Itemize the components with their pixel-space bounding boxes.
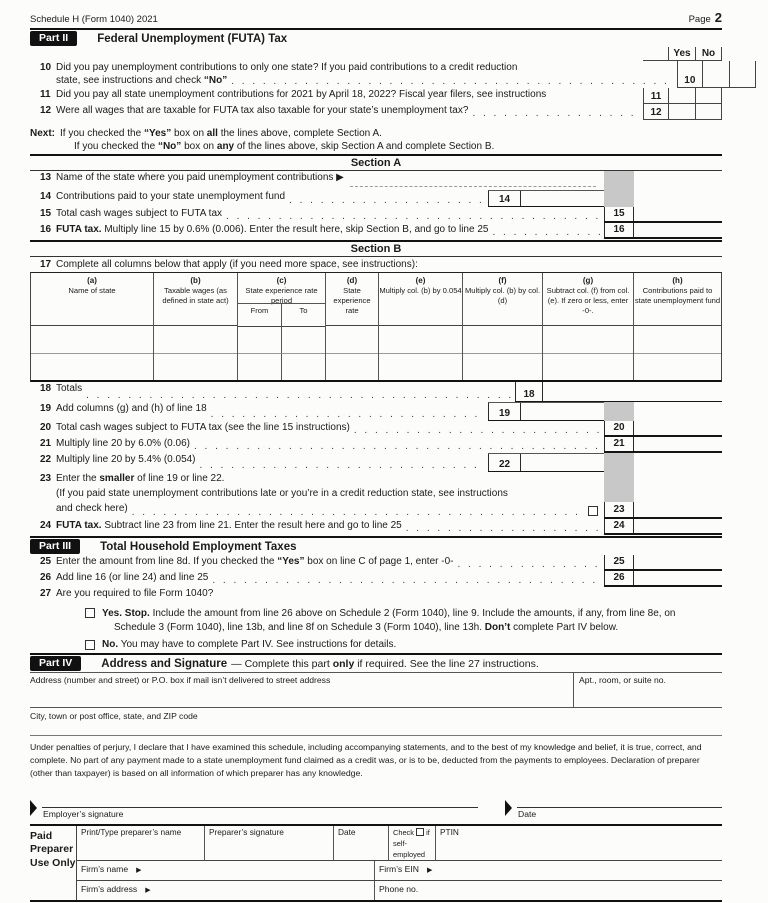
preparer-date-field[interactable] — [333, 826, 388, 860]
table-cell-f2[interactable] — [463, 353, 542, 381]
table-cell-g2[interactable] — [543, 353, 633, 381]
line-27-yes-text: Yes. Stop. Include the amount from line 26 above on Schedule 2 (Form 1040), line 9. Include the amounts, if any, from line 8e, on Schedule 3 (Form 1040), line 13b, and line 8f on Schedule 3 (Form 1040), line 13h. Don’t complete Part IV below. — [102, 608, 676, 634]
line-21-amount-cell[interactable] — [634, 437, 722, 451]
line-27-no-option — [85, 639, 722, 650]
employer-signature-line[interactable] — [42, 792, 478, 808]
section-b-title: Section B — [30, 240, 722, 257]
line-18-text: Totals — [56, 383, 83, 394]
line-16-text: FUTA tax. Multiply line 15 by 0.6% (0.006). Enter the result here, skip Section B, and go to line 25 — [56, 224, 489, 235]
table-cell-f1[interactable] — [463, 325, 542, 353]
col-h-header: (h) Contributions paid to state unemployment fund — [634, 276, 721, 306]
firm-name-label: Firm’s name — [81, 863, 129, 874]
table-cell-cto1[interactable] — [281, 326, 325, 353]
col-d-header: (d) State experience rate — [333, 276, 371, 316]
line-23-text-c: and check here) — [56, 503, 128, 514]
line-25-number: 25 — [40, 556, 52, 567]
line-22-number: 22 — [40, 454, 52, 465]
shaded-cell — [604, 190, 634, 207]
line-27-yes-checkbox[interactable] — [85, 608, 95, 618]
line-21-text: Multiply line 20 by 6.0% (0.06) — [56, 438, 190, 449]
line-27 — [30, 587, 722, 602]
next-line-1: If you checked the “Yes” box on all the lines above, complete Section A. — [60, 128, 382, 139]
dot-leader — [86, 389, 511, 402]
line-12 — [30, 104, 722, 120]
shaded-cell — [604, 453, 634, 472]
shaded-cell — [604, 171, 634, 190]
col-a-header: (a) Name of state — [68, 276, 116, 296]
firm-address-field[interactable] — [77, 881, 374, 900]
line-26-box-number: 26 — [604, 571, 634, 585]
line-10-number: 10 — [40, 62, 52, 73]
part3-tag: Part III — [30, 539, 80, 554]
line-24-text: FUTA tax. Subtract line 23 from line 21. Enter the result here and go to line 25 — [56, 520, 402, 531]
line-24-box-number: 24 — [604, 519, 634, 533]
line-18-box-number: 18 — [515, 382, 543, 401]
check-label: Check — [393, 827, 414, 837]
page-number: 2 — [714, 10, 722, 25]
dot-leader — [406, 522, 600, 535]
line-23c — [30, 502, 722, 519]
line-27-text: Are you required to file Form 1040? — [56, 588, 214, 599]
line-26-amount-cell[interactable] — [634, 571, 722, 585]
line-23b — [30, 487, 722, 502]
col-f-header: (f) Multiply col. (b) by col. (d) — [464, 276, 541, 306]
check-if-label: if — [426, 827, 430, 837]
line-27-number: 27 — [40, 588, 52, 599]
part2-title: Federal Unemployment (FUTA) Tax — [97, 32, 288, 45]
dot-leader — [231, 75, 673, 88]
part4-subtitle: — Complete this part only if required. See the line 27 instructions. — [231, 657, 539, 670]
line-15-text: Total cash wages subject to FUTA tax — [56, 208, 223, 219]
dot-leader — [194, 440, 600, 453]
yes-column-header: Yes — [668, 47, 695, 60]
part3-bar — [30, 536, 722, 555]
line-22 — [30, 453, 722, 472]
date-line[interactable] — [517, 792, 722, 808]
dot-leader — [472, 107, 639, 120]
phone-label: Phone no. — [379, 883, 419, 894]
line-11-number: 11 — [40, 89, 51, 100]
page-label: Page — [688, 14, 711, 25]
line-13 — [30, 171, 722, 190]
arrow-icon: ▶ — [145, 886, 151, 894]
self-employed-checkbox[interactable] — [416, 828, 424, 836]
line-27-yes-option — [85, 607, 722, 635]
line-16-box-number: 16 — [604, 223, 634, 237]
line-25-text: Enter the amount from line 8d. If you checked the “Yes” box on line C of page 1, enter -0- — [56, 556, 454, 567]
ptin-label: PTIN — [440, 826, 459, 837]
col-c-header: (c) State experience rate period — [245, 276, 318, 306]
line-11-box-number: 11 — [643, 88, 668, 103]
line-12-number: 12 — [40, 105, 52, 116]
preparer-name-label: Print/Type preparer’s name — [81, 826, 182, 837]
line-21-box-number: 21 — [604, 437, 634, 451]
page-header — [30, 10, 722, 28]
paid-preparer-title: Paid Preparer Use Only — [30, 829, 76, 869]
line-23-text-a: Enter the smaller of line 19 or line 22. — [56, 473, 225, 484]
line-18-amount-cell[interactable] — [543, 382, 722, 401]
line-10-yes-cell[interactable] — [702, 61, 729, 87]
table-cell-cfrom1[interactable] — [238, 326, 281, 353]
city-field[interactable] — [30, 708, 722, 736]
col-c-to-header: To — [281, 304, 325, 326]
line-15-amount-cell[interactable] — [634, 207, 722, 221]
line-20-text: Total cash wages subject to FUTA tax (see the line 15 instructions) — [56, 422, 350, 433]
line-20 — [30, 421, 722, 437]
dot-leader — [132, 506, 584, 519]
table-cell-e2[interactable] — [379, 353, 462, 381]
shaded-cell — [604, 487, 634, 502]
line-15-number: 15 — [40, 208, 52, 219]
table-cell-a2[interactable] — [31, 353, 153, 381]
table-cell-e1[interactable] — [379, 325, 462, 353]
line-20-box-number: 20 — [604, 421, 634, 435]
line-14-amount-cell[interactable] — [521, 191, 604, 206]
firm-ein-label: Firm’s EIN — [379, 863, 419, 874]
date-label: Date — [518, 808, 537, 819]
table-cell-b1[interactable] — [154, 325, 237, 353]
line-16-amount-cell[interactable] — [634, 223, 722, 237]
line-19 — [30, 402, 722, 421]
firm-name-field[interactable] — [77, 861, 374, 880]
table-cell-g1[interactable] — [543, 325, 633, 353]
apt-label: Apt., room, or suite no. — [579, 675, 666, 686]
line-14-box-number: 14 — [488, 191, 521, 206]
line-14-number: 14 — [40, 191, 52, 202]
line-13-number: 13 — [40, 172, 52, 183]
line-12-box-number: 12 — [643, 104, 668, 119]
table-cell-h2[interactable] — [634, 353, 721, 381]
line-16-number: 16 — [40, 224, 52, 235]
line-23-checkbox[interactable] — [588, 506, 598, 516]
col-e-header: (e) Multiply col. (b) by 0.054 — [379, 276, 462, 296]
part4-title: Address and Signature — [101, 657, 228, 670]
self-employed-label: self-employed — [393, 838, 426, 859]
line-10-text-a: Did you pay unemployment contributions to only one state? If you paid contributions to a credit reduction — [56, 62, 518, 73]
dot-leader — [289, 194, 484, 207]
shaded-cell — [604, 402, 634, 421]
line-15-box-number: 15 — [604, 207, 634, 221]
line-20-amount-cell[interactable] — [634, 421, 722, 435]
next-line-2: If you checked the “No” box on any of the lines above, skip Section A and complete Section B. — [74, 141, 495, 152]
phone-field[interactable] — [374, 881, 722, 900]
line-24-amount-cell[interactable] — [634, 519, 722, 533]
line-22-box-number: 22 — [488, 454, 521, 471]
line-20-number: 20 — [40, 422, 52, 433]
line-23-number: 23 — [40, 473, 52, 484]
col-g-header: (g) Subtract col. (f) from col. (e). If zero or less, enter -0-. — [546, 276, 630, 316]
address-label: Address (number and street) or P.O. box if mail isn’t delivered to street address — [30, 675, 331, 686]
signature-arrow-icon — [505, 800, 512, 816]
line-16 — [30, 223, 722, 239]
dot-leader — [354, 424, 600, 437]
firm-address-label: Firm’s address — [81, 883, 138, 894]
line-10 — [30, 61, 722, 88]
line-13-state-entry[interactable] — [350, 186, 596, 187]
line-25 — [30, 555, 722, 571]
ptin-field[interactable] — [435, 826, 722, 860]
shaded-cell — [604, 472, 634, 487]
table-cell-cto2[interactable] — [281, 353, 325, 380]
line-19-text: Add columns (g) and (h) of line 18 — [56, 403, 207, 414]
dot-leader — [492, 226, 600, 239]
line-18-number: 18 — [40, 383, 52, 394]
line-19-box-number: 19 — [488, 403, 521, 420]
section-a-title: Section A — [30, 154, 722, 171]
line-13-text: Name of the state where you paid unemployment contributions ▶ — [56, 172, 344, 183]
form-id: Schedule H (Form 1040) 2021 — [30, 14, 158, 25]
line-18 — [30, 382, 722, 402]
table-cell-a1[interactable] — [31, 325, 153, 353]
line-19-number: 19 — [40, 403, 52, 414]
arrow-icon: ▶ — [136, 866, 142, 874]
table-cell-h1[interactable] — [634, 325, 721, 353]
dot-leader — [457, 558, 600, 571]
dot-leader — [200, 459, 484, 472]
line-10-text-b: state, see instructions and check “No” — [56, 75, 228, 86]
line-10-box-number: 10 — [677, 61, 702, 87]
firm-ein-field[interactable] — [374, 861, 722, 880]
col-c-from-header: From — [250, 306, 269, 315]
line-23-amount-cell[interactable] — [634, 502, 722, 517]
line-23a — [30, 472, 722, 487]
preparer-name-field[interactable] — [77, 826, 204, 860]
line-27-no-text: No. You may have to complete Part IV. See instructions for details. — [102, 639, 397, 651]
line-23-box-number: 23 — [604, 502, 634, 517]
part3-title: Total Household Employment Taxes — [100, 540, 297, 553]
city-label: City, town or post office, state, and ZIP code — [30, 711, 198, 722]
perjury-statement: Under penalties of perjury, I declare that I have examined this schedule, including accompanying statements, and to the best of my knowledge and belief, it is true, correct, and complete. No part of any payment made to a state unemployment fund claimed as a credit was, or is to be, deducted from the payments to employees. Declaration of preparer (other than taxpayer) is based on all information of which preparer has any knowledge. — [30, 742, 702, 779]
dot-leader — [211, 408, 484, 421]
dot-leader — [226, 210, 600, 223]
line-21 — [30, 437, 722, 453]
part2-tag: Part II — [30, 31, 77, 46]
self-employed-field — [388, 826, 435, 860]
no-column-header: No — [695, 47, 722, 60]
col-b-header: (b) Taxable wages (as defined in state act) — [162, 276, 229, 306]
line-23-text-b: (If you paid state unemployment contributions late or you’re in a credit reduction state, see instructions — [56, 488, 508, 499]
section-b-table — [30, 272, 722, 382]
line-26-text: Add line 16 (or line 24) and line 25 — [56, 572, 209, 583]
line-11-yes-cell[interactable] — [668, 88, 695, 103]
table-cell-cfrom2[interactable] — [238, 353, 281, 380]
part4-bar — [30, 653, 722, 672]
line-14 — [30, 190, 722, 207]
line-11-no-cell[interactable] — [695, 88, 722, 103]
page-indicator — [689, 10, 722, 25]
line-11 — [30, 88, 722, 104]
line-17-number: 17 — [40, 259, 52, 270]
line-25-amount-cell[interactable] — [634, 555, 722, 569]
address-field[interactable] — [30, 673, 573, 707]
preparer-date-label: Date — [338, 826, 356, 837]
line-24-number: 24 — [40, 520, 52, 531]
col-c-subheader — [238, 303, 325, 326]
line-12-text: Were all wages that are taxable for FUTA tax also taxable for your state’s unemployment tax? — [56, 105, 469, 116]
arrow-icon: ▶ — [426, 866, 433, 874]
line-25-box-number: 25 — [604, 555, 634, 569]
preparer-signature-field[interactable] — [204, 826, 333, 860]
line-15 — [30, 207, 722, 223]
table-cell-d1[interactable] — [326, 325, 378, 353]
line-11-text: Did you pay all state unemployment contributions for 2021 by April 18, 2022? Fiscal year filers, see instructions — [56, 89, 547, 100]
next-label: Next: — [30, 128, 56, 139]
signature-area — [30, 792, 722, 819]
apt-field[interactable] — [573, 673, 722, 707]
table-cell-b2[interactable] — [154, 353, 237, 381]
line-22-amount-cell[interactable] — [521, 454, 604, 471]
signature-arrow-icon — [30, 800, 37, 816]
yesno-header-row — [30, 47, 722, 61]
line-26-number: 26 — [40, 572, 52, 583]
line-21-number: 21 — [40, 438, 52, 449]
preparer-signature-label: Preparer’s signature — [209, 826, 284, 837]
line-22-text: Multiply line 20 by 5.4% (0.054) — [56, 454, 196, 465]
next-instructions — [30, 127, 722, 153]
paid-preparer-block — [30, 824, 722, 902]
employer-signature-label: Employer’s signature — [43, 808, 124, 819]
part2-bar — [30, 28, 722, 47]
line-17 — [30, 257, 722, 272]
table-cell-d2[interactable] — [326, 353, 378, 381]
line-19-amount-cell[interactable] — [521, 403, 604, 420]
line-17-text: Complete all columns below that apply (if you need more space, see instructions): — [56, 259, 418, 270]
line-26 — [30, 571, 722, 587]
line-27-no-checkbox[interactable] — [85, 640, 95, 650]
line-12-yes-cell[interactable] — [668, 104, 695, 119]
line-12-no-cell[interactable] — [695, 104, 722, 119]
part4-tag: Part IV — [30, 656, 81, 671]
line-14-text: Contributions paid to your state unemployment fund — [56, 191, 286, 202]
line-10-no-cell[interactable] — [729, 61, 756, 87]
dot-leader — [212, 574, 600, 587]
address-row — [30, 672, 722, 708]
line-24 — [30, 519, 722, 535]
